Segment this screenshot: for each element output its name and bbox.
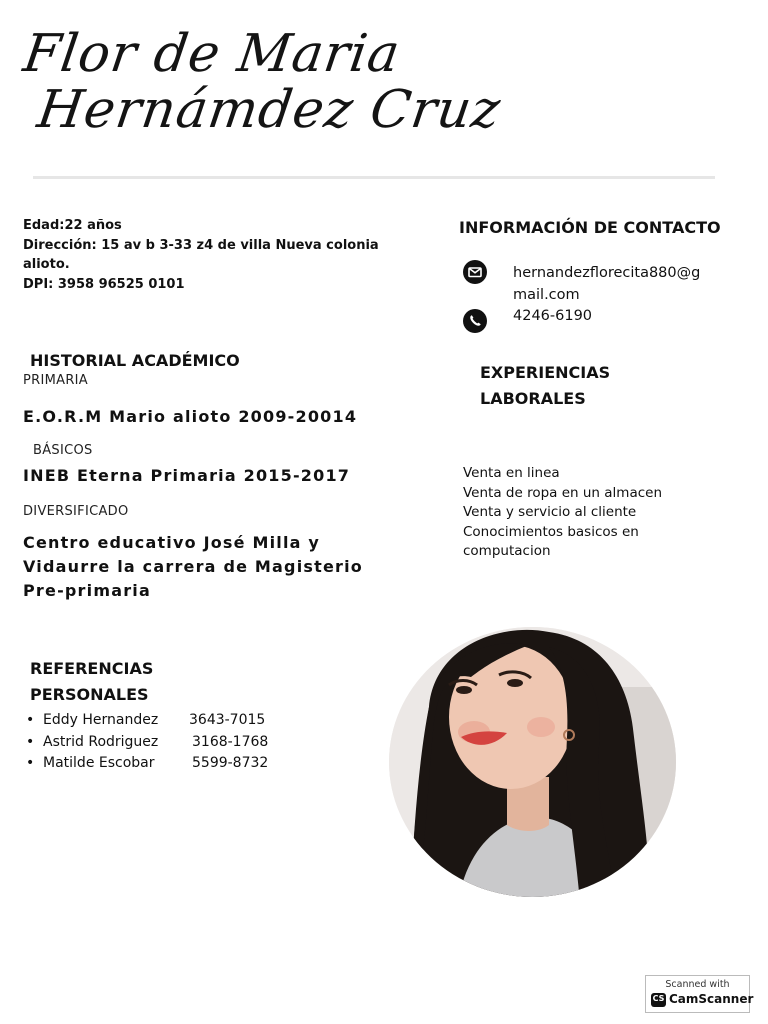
profile-photo [389,627,676,897]
experience-heading-line-2: LABORALES [480,389,586,408]
experience-list [463,464,743,562]
portrait-illustration [389,627,676,897]
phone-icon [463,309,487,333]
primary-label: PRIMARIA [23,373,88,388]
basic-label: BÁSICOS [33,443,93,458]
primary-school: E.O.R.M Mario alioto 2009-20014 [23,407,358,426]
age-text: Edad:22 años [23,218,122,233]
name-line-1: Flor de Maria [19,24,404,84]
reference-phone: 3643-7015 [189,712,266,728]
email-line-2: mail.com [513,287,580,303]
reference-name: Matilde Escobar [43,755,155,771]
name-line-2: Hernámdez Cruz [33,80,505,140]
diversified-line-1: Centro educativo José Milla y [23,533,321,552]
address-line-1: Dirección: 15 av b 3-33 z4 de villa Nueva colonia [23,237,379,253]
reference-name: Eddy Hernandez [43,712,159,728]
experience-item: computacion [463,543,551,559]
bullet-icon: • [26,712,35,728]
reference-item [26,734,316,756]
diversified-line-2: Vidaurre la carrera de Magisterio [23,557,363,576]
bullet-icon: • [26,755,35,771]
reference-item [26,755,316,777]
experience-item: Venta de ropa en un almacen [463,484,663,501]
diversified-label: DIVERSIFICADO [23,504,129,519]
experience-heading [480,360,610,412]
phone-number[interactable]: 4246-6190 [513,308,593,324]
email-line-1: hernandezflorecita880@g [513,265,701,281]
basic-school: INEB Eterna Primaria 2015-2017 [23,466,351,485]
email-link[interactable] [513,262,700,306]
experience-item: Venta en linea [463,465,560,481]
watermark-line-2: CamScanner [669,992,754,1006]
camscanner-logo-icon [651,993,666,1007]
dpi-text: DPI: 3958 96525 0101 [23,276,185,292]
envelope-icon [463,260,487,284]
references-heading [30,656,153,708]
camscanner-watermark [645,975,754,1013]
watermark-line-1: Scanned with [665,979,730,990]
academic-heading: HISTORIAL ACADÉMICO [30,351,240,370]
personal-info [23,216,423,294]
diversified-line-3: Pre-primaria [23,581,151,600]
address-line-2: alioto. [23,257,70,272]
bullet-icon: • [26,733,35,750]
experience-heading-line-1: EXPERIENCIAS [480,363,611,382]
experience-item: Venta y servicio al cliente [463,504,637,520]
diversified-school [23,531,383,603]
logo-text: CS [652,994,665,1003]
experience-item: Conocimientos basicos en [463,523,639,540]
reference-name: Astrid Rodriguez [43,733,159,750]
reference-phone: 5599-8732 [192,755,269,771]
reference-item [26,712,316,734]
references-heading-line-2: PERSONALES [30,685,149,704]
contact-heading: INFORMACIÓN DE CONTACTO [459,218,721,237]
references-heading-line-1: REFERENCIAS [30,659,154,678]
reference-phone: 3168-1768 [192,733,269,750]
references-list [26,712,316,777]
header-divider [33,176,715,179]
